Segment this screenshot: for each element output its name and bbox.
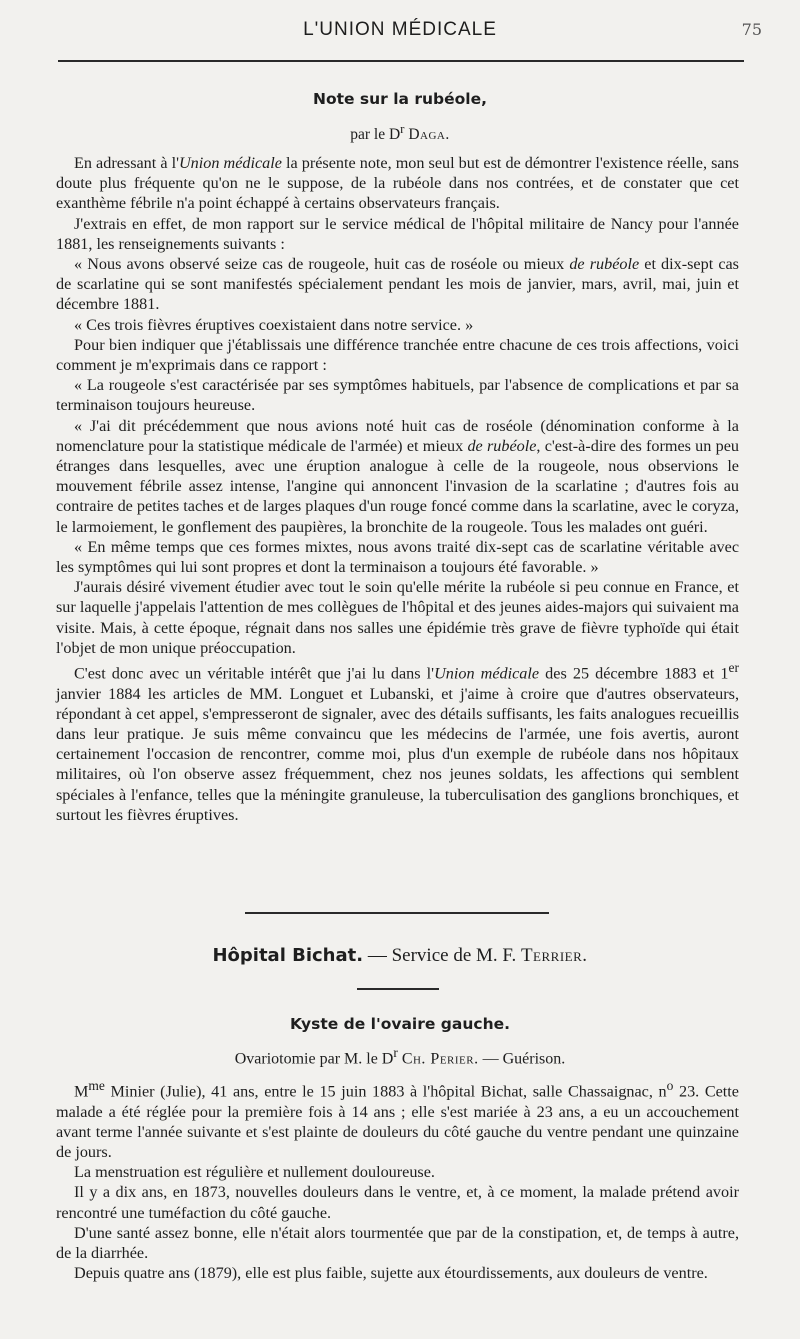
- article-subtitle: [0, 1045, 800, 1068]
- text-run: et dix-sept cas de scarlatine qui se sont manifestés spécialement pendant les mois de janvier, mars, avril, mai, juin et décembre 1881.: [56, 255, 739, 314]
- service-name: Terrier.: [520, 945, 588, 966]
- term-italic: de rubéole: [467, 436, 537, 455]
- paragraph: [56, 658, 739, 825]
- article-title-rubeole: Note sur la rubéole,: [312, 90, 488, 108]
- header-rule: [58, 60, 744, 62]
- article-byline: [0, 121, 800, 144]
- paragraph: [56, 1076, 739, 1162]
- text-run: janvier 1884 les articles de MM. Longuet et Lubanski, et j'aime à croire que d'autres observateurs, répondant à cet appel, s'empresseront de signaler, avec des détails suffisants, les faits analogues recueillis dans leur pratique. Je suis même convaincu que les médecins de l'armée, une fois avertis, auront certainement l'occasion de rencontrer, comme moi, plus d'un exemple de rubéole dans nos hôpitaux militaires, où l'on observe assez fréquemment, chez nos jeunes soldats, les affections qui semblent spéciales à l'enfance, telles que la méningite granuleuse, la tuberculisation des ganglions bronchiques, et surtout les fièvres éruptives.: [56, 684, 739, 824]
- paragraph: [56, 416, 739, 537]
- subtitle-prefix: Ovariotomie par M. le D: [234, 1050, 394, 1068]
- paragraph: « La rougeole s'est caractérisée par ses symptômes habituels, par l'absence de complications et par sa terminaison toujours heureuse.: [56, 376, 739, 415]
- article-body-kyste: [56, 1076, 739, 1283]
- paragraph: « En même temps que ces formes mixtes, nous avons traité dix-sept cas de scarlatine véritable avec les symptômes qui lui sont propres et dont la terminaison a toujours été favorable. »: [56, 537, 739, 577]
- paragraph: [56, 254, 739, 315]
- paragraph: Depuis quatre ans (1879), elle est plus faible, sujette aux étourdissements, aux douleurs de ventre.: [74, 1264, 708, 1283]
- text-run: 23. Cette malade a été réglée pour la première fois à 14 ans ; elle s'est mariée à 23 ans, a eu un accouchement avant terme l'année suivante et s'est plainte de douleurs du côté gauche du ventre pendant une quinzaine de jours.: [56, 1082, 739, 1161]
- superscript: me: [88, 1078, 105, 1093]
- paragraph: Il y a dix ans, en 1873, nouvelles douleurs dans le ventre, et, à ce moment, la malade prétend avoir rencontré une tuméfaction du côté gauche.: [56, 1183, 739, 1222]
- journal-name-italic: Union médicale: [434, 664, 540, 683]
- text-run: C'est donc avec un véritable intérêt que j'ai lu dans l': [74, 664, 435, 683]
- superscript: o: [666, 1078, 674, 1093]
- hospital-name: Hôpital Bichat.: [212, 945, 364, 966]
- page-number: 75: [741, 20, 762, 39]
- text-run: « J'ai dit précédemment que nous avions noté huit cas de roséole (dénomination conforme à la nomenclature pour la statistique médicale de l'armée) et mieux: [56, 416, 739, 455]
- journal-name-italic: Union médicale: [178, 154, 282, 172]
- article-body-rubeole: [56, 153, 739, 825]
- paragraph: J'aurais désiré vivement étudier avec tout le soin qu'elle mérite la rubéole si peu connue en France, et sur laquelle j'appelais l'attention de mes collègues de l'hôpital et des jeunes aides-majors qui suivaient ma visite. Mais, à cette époque, régnait dans nos salles une épidémie très grave de fièvre typhoïde qui était l'objet de mon unique préoccupation.: [56, 578, 739, 657]
- paragraph: « Ces trois fièvres éruptives coexistaient dans notre service. »: [74, 315, 474, 334]
- subtitle-name: Ch. Perier.: [401, 1050, 479, 1068]
- paragraph: La menstruation est régulière et nullement douloureuse.: [74, 1163, 435, 1182]
- paragraph: [56, 153, 739, 214]
- superscript: er: [728, 660, 739, 676]
- text-run: , c'est-à-dire des formes un peu étranges dans lesquelles, avec une éruption analogue à celle de la rougeole, nous observions le mouvement fébrile assez intense, l'angine qui annoncent l'invasion de la scarlatine ; d'autres fois au contraire de petites taches et de larges plaques d'un rouge foncé comme dans la scarlatine, avec le coryza, le larmoiement, le gonflement des paupières, la bronchite de la rougeole. Tous les malades ont guéri.: [56, 436, 739, 536]
- text-run: M: [74, 1082, 89, 1101]
- text-run: des 25 décembre 1883 et 1: [539, 664, 729, 683]
- byline-prefix: par le D: [350, 126, 401, 144]
- text-run: En adressant à l': [74, 154, 179, 172]
- short-divider: [357, 988, 439, 990]
- subtitle-suffix: — Guérison.: [478, 1050, 566, 1068]
- paragraph: Pour bien indiquer que j'établissais une différence tranchée entre chacune de ces trois affections, voici comment je m'exprimais dans ce rapport :: [56, 335, 739, 375]
- text-run: la présente note, mon seul but est de démontrer l'existence réelle, sans doute plus fréquente qu'on ne le suppose, de la rubéole dans nos contrées, et de constater que cet exanthème fébrile n'a point échappé à certains observateurs français.: [56, 154, 739, 213]
- text-run: Minier (Julie), 41 ans, entre le 15 juin 1883 à l'hôpital Bichat, salle Chassaignac, n: [104, 1082, 667, 1101]
- byline-sup: r: [400, 121, 405, 136]
- article-title-kyste: Kyste de l'ovaire gauche.: [289, 1015, 511, 1033]
- byline-author: Daga.: [408, 126, 450, 144]
- running-header-title: L'UNION MÉDICALE: [303, 19, 497, 40]
- paragraph: D'une santé assez bonne, elle n'était alors tourmentée que par de la constipation, et, de temps à autre, de la diarrhée.: [56, 1223, 739, 1263]
- service-prefix: — Service de M. F.: [363, 945, 521, 966]
- paragraph: J'extrais en effet, de mon rapport sur le service médical de l'hôpital militaire de Nancy pour l'année 1881, les renseignements suivants :: [56, 214, 739, 253]
- section-heading-hospital: [0, 945, 800, 967]
- term-italic: de rubéole: [569, 255, 640, 274]
- subtitle-sup: r: [393, 1045, 398, 1060]
- section-divider: [245, 912, 549, 914]
- text-run: « Nous avons observé seize cas de rougeole, huit cas de roséole ou mieux: [74, 255, 570, 274]
